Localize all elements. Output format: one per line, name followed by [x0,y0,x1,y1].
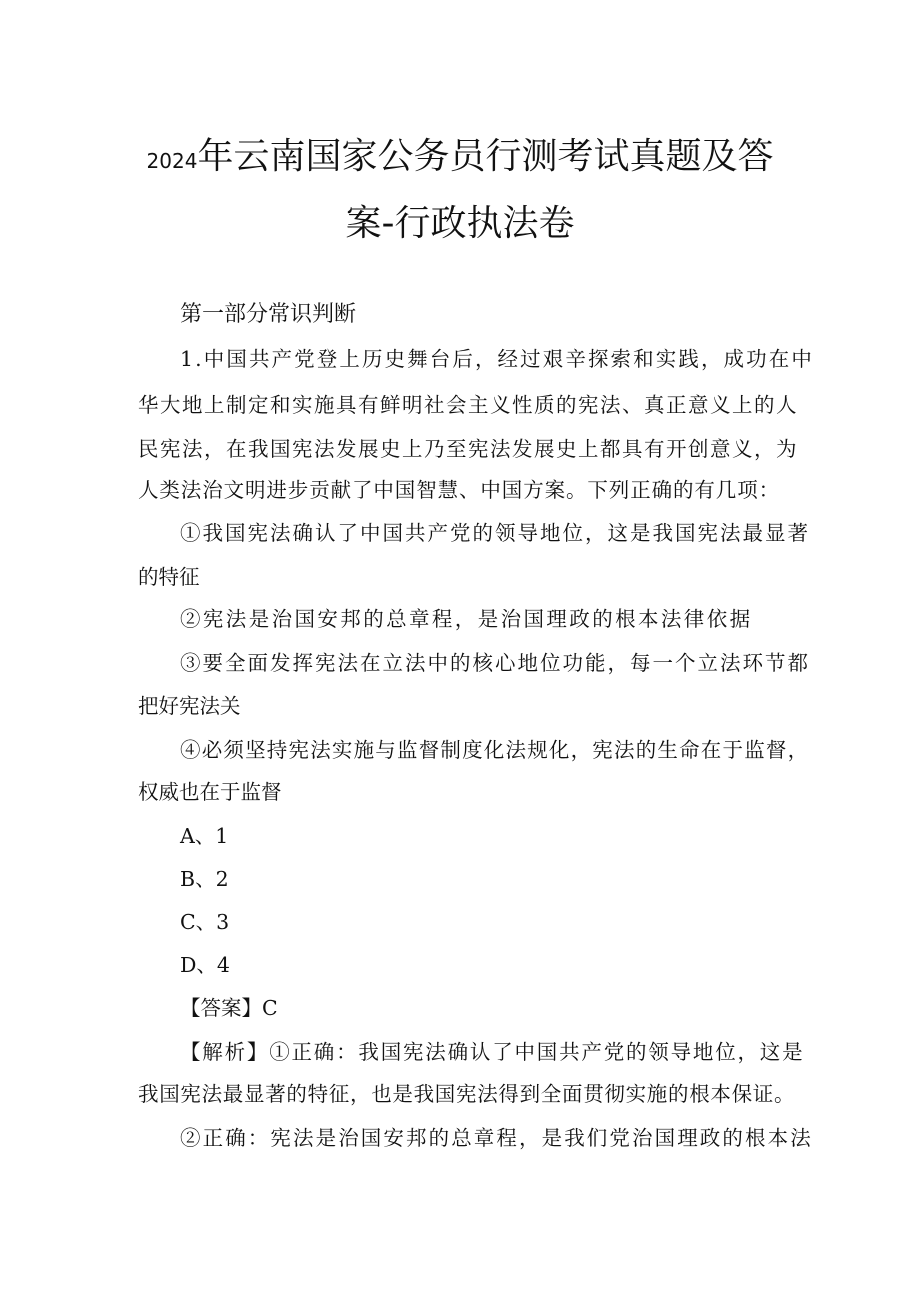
statement-4-line-2: 权威也在于监督 [138,780,282,804]
statement-1-line-2: 的特征 [138,565,200,589]
document-title-line-2: 案-行政执法卷 [345,203,575,244]
option-d: D、4 [180,953,230,977]
option-c: C、3 [180,910,230,934]
statement-1-line-1: ①我国宪法确认了中国共产党的领导地位，这是我国宪法最显著 [180,521,810,545]
statement-3-line-1: ③要全面发挥宪法在立法中的核心地位功能，每一个立法环节都 [180,651,810,675]
statement-3-line-2: 把好宪法关 [138,694,241,718]
analysis-line-3: ②正确：宪法是治国安邦的总章程，是我们党治国理政的根本法 [180,1126,813,1150]
statement-2-line-1: ②宪法是治国安邦的总章程，是治国理政的根本法律依据 [180,607,753,631]
analysis-line-1: 【解析】①正确：我国宪法确认了中国共产党的领导地位，这是 [180,1040,805,1064]
document-title-line-1 [0,136,920,177]
question-line-1: 1.中国共产党登上历史舞台后，经过艰辛探索和实践，成功在中 [180,347,814,371]
option-b: B、2 [180,867,229,891]
answer-line: 【答案】C [180,996,278,1020]
section-heading: 第一部分常识判断 [180,302,357,327]
analysis-line-2: 我国宪法最显著的特征，也是我国宪法得到全面贯彻实施的根本保证。 [138,1082,796,1106]
question-line-2: 华大地上制定和实施具有鲜明社会主义性质的宪法、真正意义上的人 [138,393,798,417]
question-line-3: 民宪法，在我国宪法发展史上乃至宪法发展史上都具有开创意义，为 [138,437,798,461]
option-a: A、1 [180,824,229,848]
question-line-4: 人类法治文明进步贡献了中国智慧、中国方案。下列正确的有几项： [138,478,780,502]
title-line-1-text: 年云南国家公务员行测考试真题及答 [197,136,774,177]
title-year: 2024 [146,149,198,173]
statement-4-line-1: ④必须坚持宪法实施与监督制度化法规化，宪法的生命在于监督， [180,738,810,762]
